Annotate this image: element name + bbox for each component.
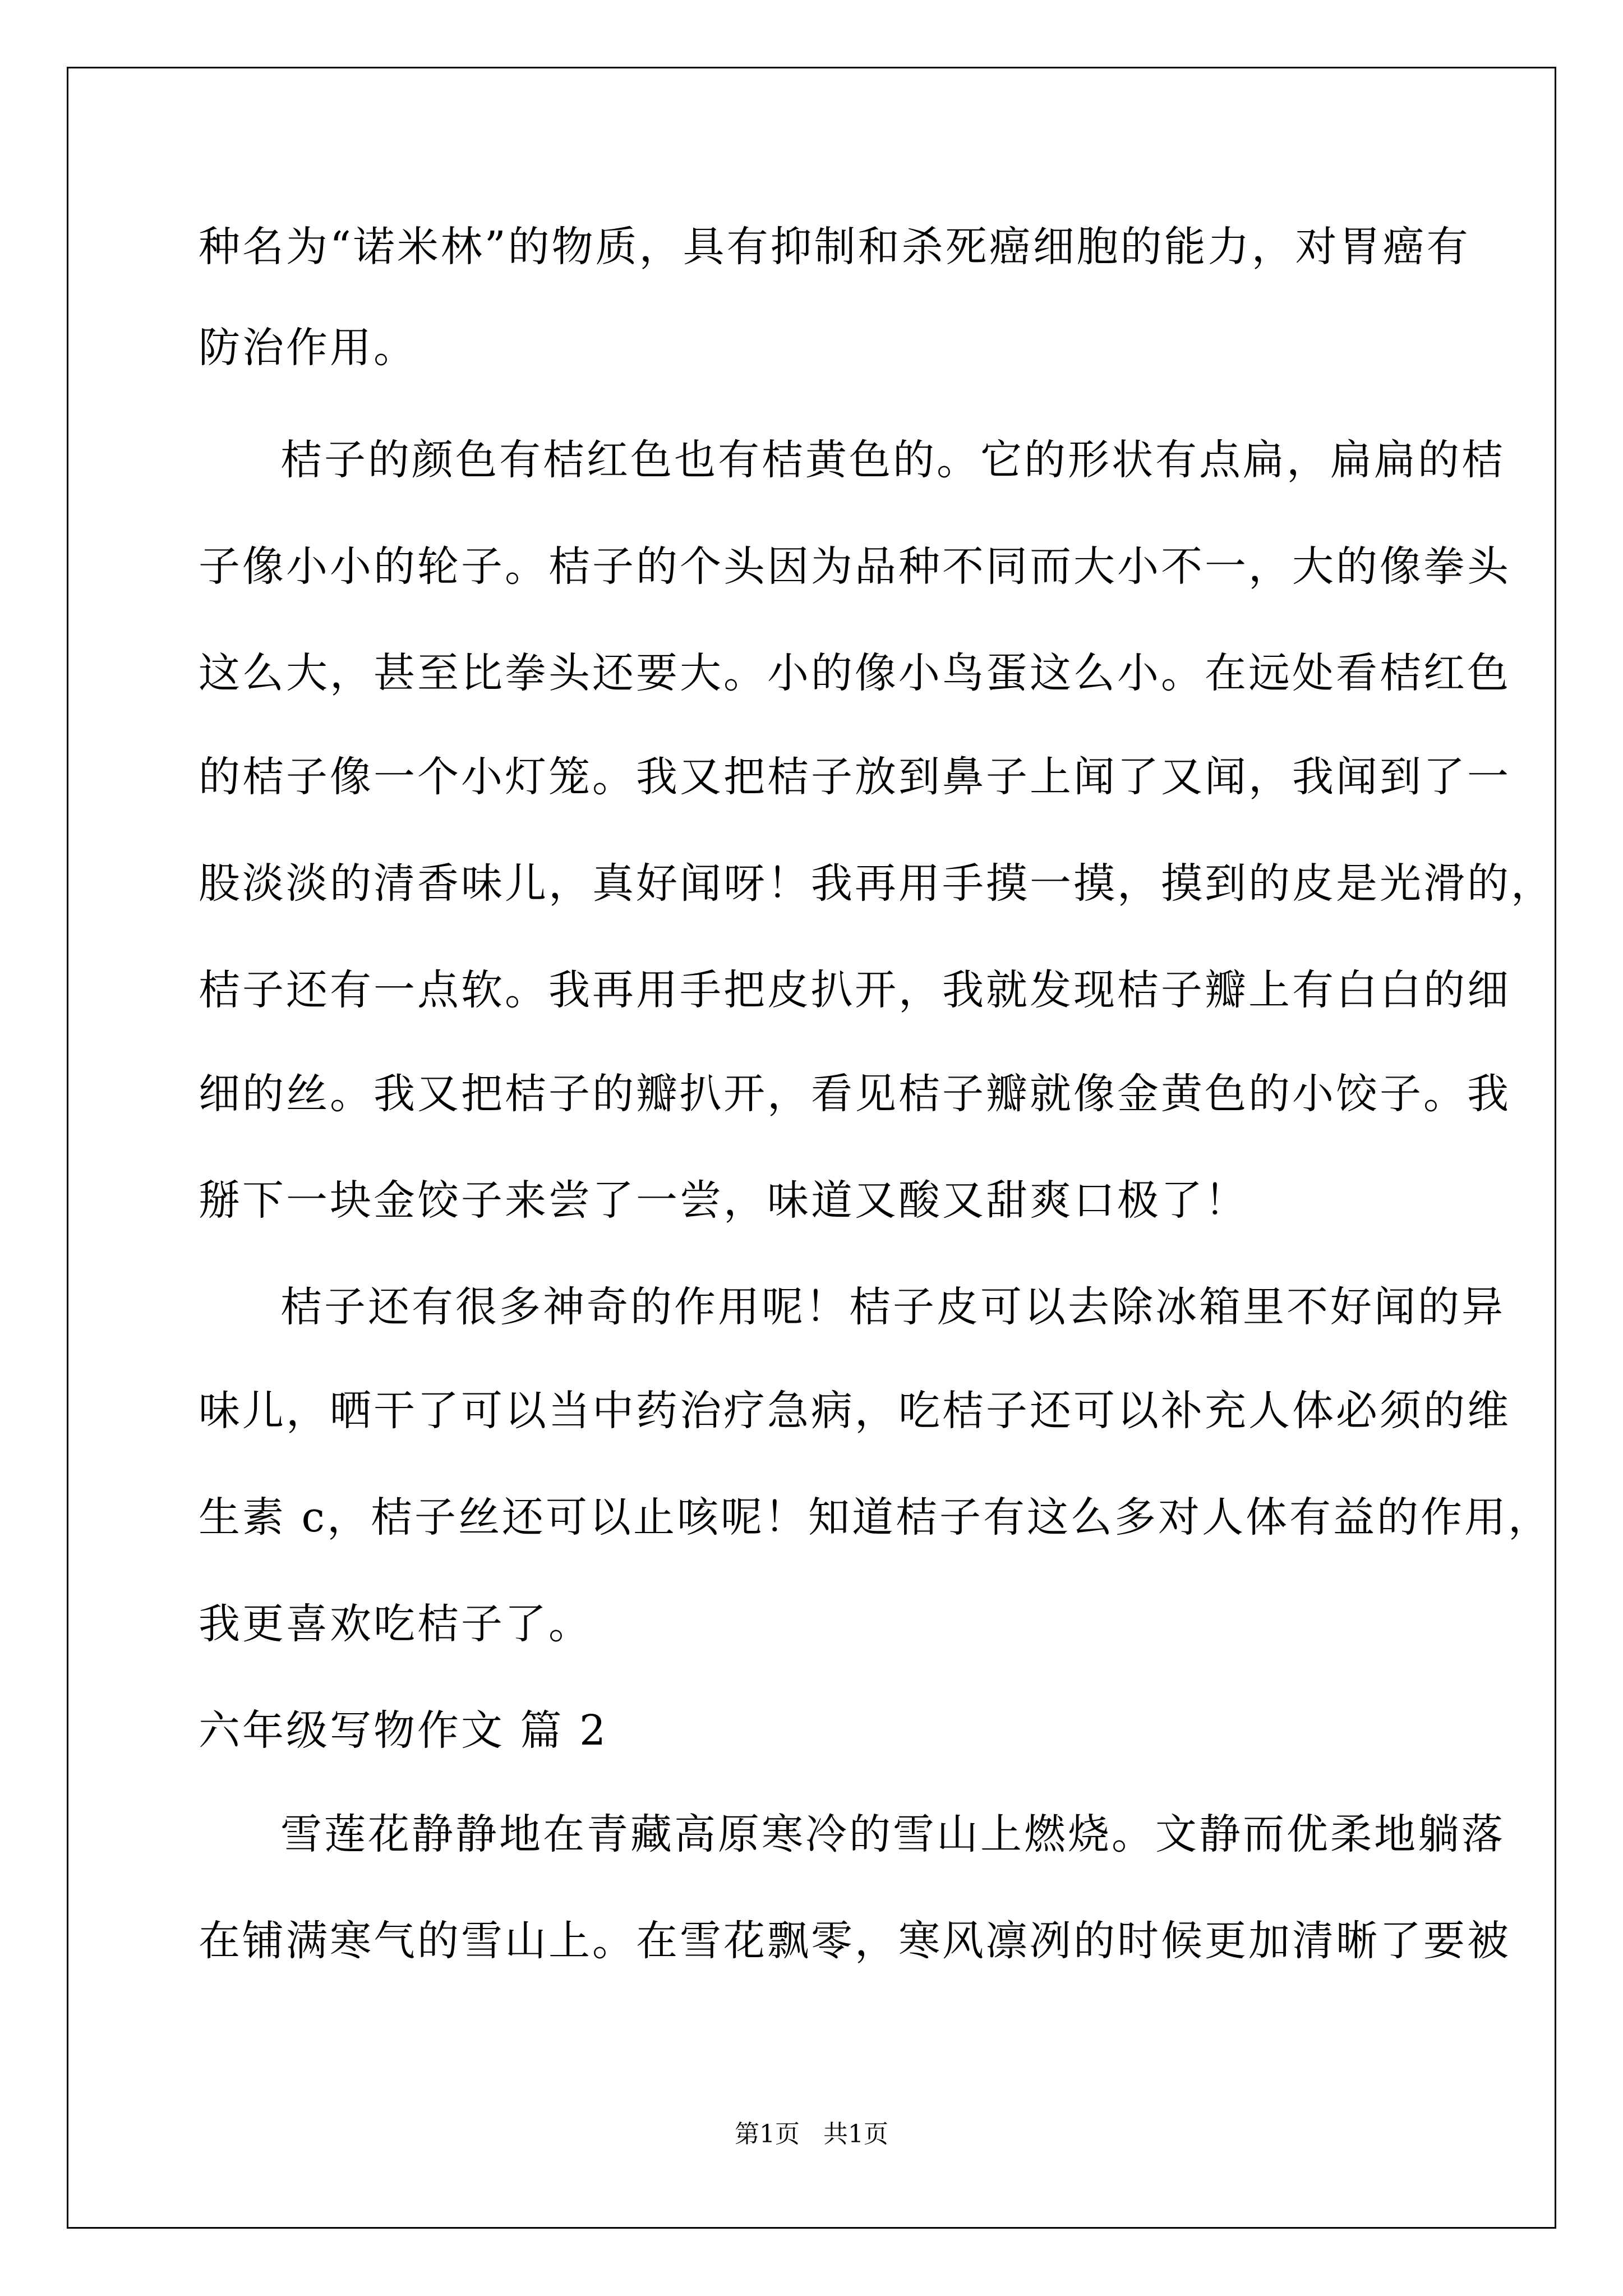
paragraph-start: 桔子还有很多神奇的作用呢！桔子皮可以去除冰箱里不好闻的异 bbox=[280, 1283, 1505, 1331]
paragraph-start: 雪莲花静静地在青藏高原寒冷的雪山上燃烧。文静而优柔地躺落 bbox=[280, 1810, 1505, 1858]
text-line: 味儿，晒干了可以当中药治疗急病，吃桔子还可以补充人体必须的维 bbox=[199, 1387, 1511, 1435]
text-line: 这么大，甚至比拳头还要大。小的像小鸟蛋这么小。在远处看桔红色 bbox=[199, 649, 1511, 697]
text-line: 桔子还有一点软。我再用手把皮扒开，我就发现桔子瓣上有白白的细 bbox=[199, 966, 1511, 1014]
text-line: 生素 c，桔子丝还可以止咳呢！知道桔子有这么多对人体有益的作用， bbox=[199, 1493, 1552, 1542]
text-line: 种名为“诺米林”的物质，具有抑制和杀死癌细胞的能力，对胃癌有 bbox=[199, 223, 1470, 271]
text-line: 子像小小的轮子。桔子的个头因为品种不同而大小不一，大的像拳头 bbox=[199, 542, 1511, 591]
text-line: 我更喜欢吃桔子了。 bbox=[199, 1600, 592, 1648]
paragraph-start: 桔子的颜色有桔红色也有桔黄色的。它的形状有点扁，扁扁的桔 bbox=[280, 436, 1505, 484]
text-line: 掰下一块金饺子来尝了一尝，味道又酸又甜爽口极了！ bbox=[199, 1176, 1248, 1225]
text-line: 细的丝。我又把桔子的瓣扒开，看见桔子瓣就像金黄色的小饺子。我 bbox=[199, 1070, 1511, 1118]
page-footer bbox=[0, 2118, 1623, 2151]
text-line: 防治作用。 bbox=[199, 324, 417, 372]
page-number: 第1页 bbox=[735, 2120, 800, 2148]
page-border bbox=[67, 67, 1556, 2229]
page-total: 共1页 bbox=[823, 2120, 888, 2148]
section-heading: 六年级写物作文 篇 2 bbox=[199, 1706, 608, 1755]
text-line: 的桔子像一个小灯笼。我又把桔子放到鼻子上闻了又闻，我闻到了一 bbox=[199, 753, 1511, 801]
text-line: 在铺满寒气的雪山上。在雪花飘零，寒风凛冽的时候更加清晰了要被 bbox=[199, 1917, 1511, 1965]
text-line: 股淡淡的清香味儿，真好闻呀！我再用手摸一摸，摸到的皮是光滑的， bbox=[199, 859, 1555, 908]
